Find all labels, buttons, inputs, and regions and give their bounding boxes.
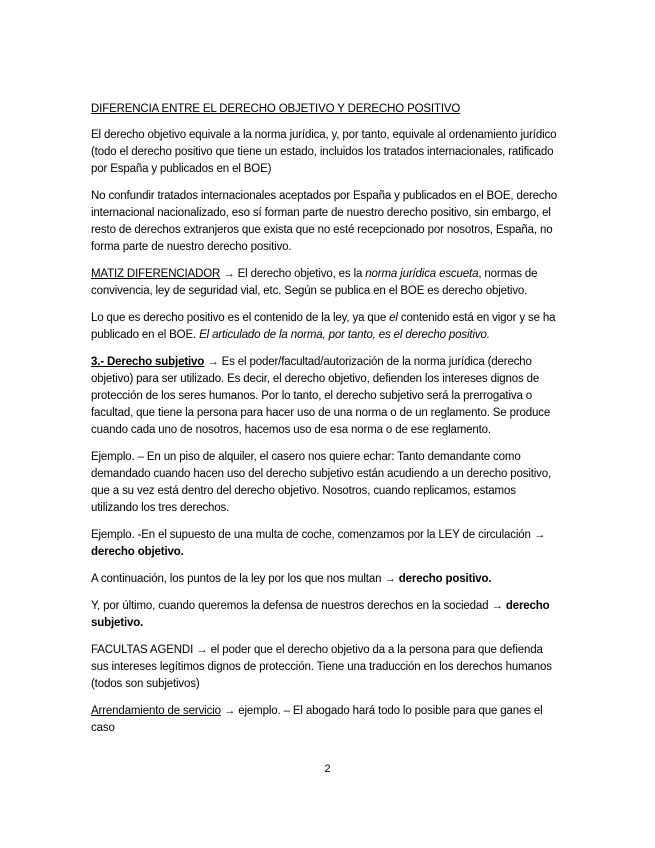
document-body <box>91 101 563 747</box>
subjective-label: 3.- Derecho subjetivo <box>91 356 205 368</box>
page-number: 2 <box>324 763 331 775</box>
paragraph-subjective-law <box>91 354 563 439</box>
nuance-text-a: → El derecho objetivo, es la <box>220 268 366 280</box>
positive-italic-a: el <box>389 312 398 324</box>
points-text: A continuación, los puntos de la ley por los que nos multan → <box>91 573 399 585</box>
paragraph-points-of-law <box>91 571 563 588</box>
positive-text-a: Lo que es derecho positivo es el contenido de la ley, ya que <box>91 312 390 324</box>
paragraph-objective-law: El derecho objetivo equivale a la norma jurídica, y, por tanto, equivale al ordenamiento jurídico (todo el derecho positivo que tiene un estado, incluidos los tratados internacionales, ratificado por España y publicados en el BOE) <box>91 129 557 175</box>
points-bold: derecho positivo. <box>398 573 492 585</box>
fine-bold: derecho objetivo. <box>91 546 184 558</box>
paragraph-international-treaties: No confundir tratados internacionales aceptados por España y publicados en el BOE, derecho internacional nacionalizado, eso sí forman parte de nuestro derecho positivo, sin embargo, el resto de derechos extranjeros que exista que no esté recepcionado por nosotros, España, no forma parte de nuestro derecho positivo. <box>91 190 557 253</box>
service-lease-label: Arrendamiento de servicio <box>91 705 221 717</box>
subjective-arrow: → <box>204 356 219 368</box>
paragraph-rights-defense <box>91 598 563 632</box>
section-title: DIFERENCIA ENTRE EL DERECHO OBJETIVO Y DERECHO POSITIVO <box>91 103 461 115</box>
paragraph-service-lease <box>91 703 563 737</box>
paragraph-rental-example: Ejemplo. – En un piso de alquiler, el casero nos quiere echar: Tanto demandante como demandado cuando hacen uso del derecho subjetivo están acudiendo a un derecho positivo, que a su vez está dentro del derecho objetivo. Nosotros, cuando replicamos, estamos utilizando los tres derechos. <box>91 451 552 514</box>
nuance-italic: norma jurídica escueta <box>365 268 479 280</box>
nuance-text-b: , normas de convivencia, ley de seguridad vial, etc. Según se publica en el BOE es derecho objetivo. <box>91 268 538 297</box>
defense-text: Y, por último, cuando queremos la defensa de nuestros derechos en la sociedad → <box>91 600 506 612</box>
fine-text: Ejemplo. -En el supuesto de una multa de coche, comenzamos por la LEY de circulación → <box>91 529 546 541</box>
paragraph-positive-law <box>91 310 563 344</box>
nuance-label: MATIZ DIFERENCIADOR <box>91 268 221 280</box>
positive-text-b: contenido está en vigor y se ha publicado en el BOE. <box>91 312 556 341</box>
paragraph-facultas-agendi: FACULTAS AGENDI → el poder que el derecho objetivo da a la persona para que defienda sus intereses legítimos dignos de protección. Tiene una traducción en los derechos humanos (todos son subjetivos) <box>91 644 552 690</box>
defense-bold: derecho subjetivo. <box>91 600 550 629</box>
service-lease-text: → ejemplo. – El abogado hará todo lo posible para que ganes el caso <box>91 705 543 734</box>
subjective-text: Es el poder/facultad/autorización de la norma jurídica (derecho objetivo) para ser utilizado. Es decir, el derecho objetivo, defienden los intereses dignos de protección de los seres humanos. Por lo tanto, el derecho subjetivo será la prerrogativa o facultad, que tiene la persona para hacer uso de una norma o de un reglamento. Se produce cuando cada uno de nosotros, hacemos uso de esa norma o de ese reglamento. <box>91 356 551 436</box>
positive-italic-b: El articulado de la norma, por tanto, es el derecho positivo. <box>199 329 490 341</box>
paragraph-fine-example <box>91 527 563 561</box>
paragraph-differentiating-nuance <box>91 266 563 300</box>
